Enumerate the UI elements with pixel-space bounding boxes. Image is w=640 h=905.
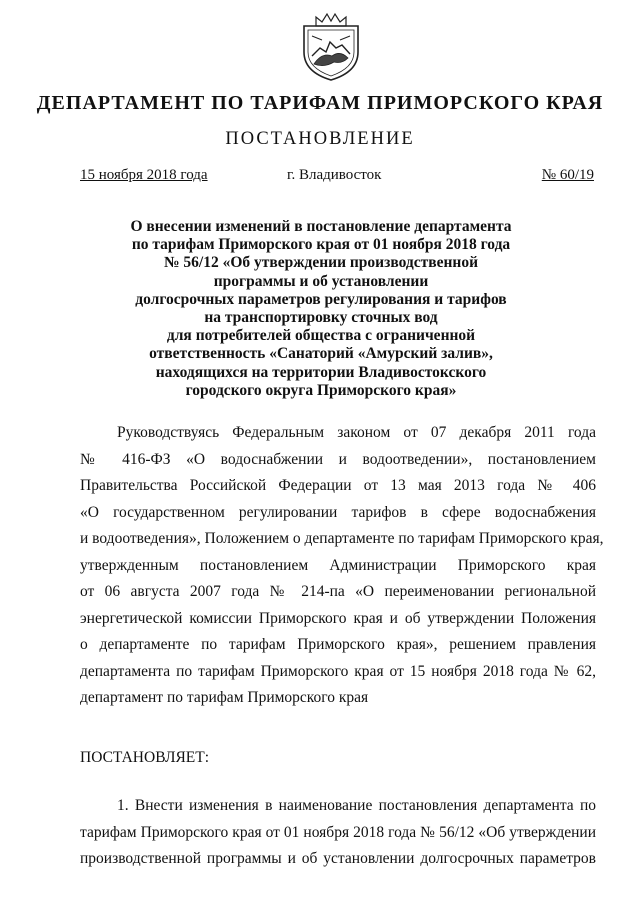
decree-word: ПОСТАНОВЛЯЕТ: (80, 749, 210, 766)
subject-line: находящихся на территории Владивостокского (155, 363, 487, 381)
body-line: о департаменте по тарифам Приморского края», решением правления (80, 636, 596, 653)
document-type: ПОСТАНОВЛЕНИЕ (225, 129, 415, 149)
subject-line: для потребителей общества с ограниченной (166, 327, 476, 345)
body-line: «О государственном регулировании тарифов в сфере водоснабжения (80, 503, 596, 521)
subject-line: № 56/12 «Об утверждении производственной (163, 254, 479, 272)
document-number: № 60/19 (541, 167, 594, 183)
body-line: Руководствуясь Федеральным законом от 07 декабря 2011 года (117, 424, 596, 441)
body-line: департамента по тарифам Приморского края от 15 ноября 2018 года № 62, (80, 662, 596, 680)
point-line: 1. Внести изменения в наименование постановления департамента по (117, 797, 596, 814)
document-city: г. Владивосток (287, 167, 382, 183)
preamble-paragraph (80, 420, 604, 712)
document-meta (80, 167, 594, 187)
subject-line: О внесении изменений в постановление департамента (130, 218, 512, 235)
body-line: № 416-ФЗ «О водоснабжении и водоотведении», постановлением (80, 450, 596, 468)
body-line: утвержденным постановлением Администрации Приморского края (80, 556, 596, 574)
document-date: 15 ноября 2018 года (80, 167, 208, 183)
body-line: и водоотведения», Положением о департаменте по тарифам Приморского края, (80, 530, 604, 547)
subject-line: программы и об установлении (213, 272, 429, 290)
coat-of-arms-icon (298, 12, 364, 82)
document-subject (90, 218, 552, 400)
subject-line: ответственность «Санаторий «Амурский залив», (149, 345, 493, 363)
body-line: энергетической комиссии Приморского края и об утверждении Положения (80, 609, 596, 627)
body-line: Правительства Российской Федерации от 13 мая 2013 года № 406 (80, 477, 596, 494)
point-1-paragraph (80, 793, 596, 873)
subject-line: городского округа Приморского края» (185, 381, 457, 399)
department-title: ДЕПАРТАМЕНТ ПО ТАРИФАМ ПРИМОРСКОГО КРАЯ (36, 92, 604, 114)
body-line: от 06 августа 2007 года № 214-па «О переименовании региональной (80, 583, 596, 600)
point-line: производственной программы и об установлении долгосрочных параметров (80, 850, 596, 867)
subject-line: по тарифам Приморского края от 01 ноября 2018 года (131, 236, 511, 254)
subject-line: на транспортировку сточных вод (204, 309, 438, 327)
point-line: тарифам Приморского края от 01 ноября 2018 года № 56/12 «Об утверждении (80, 823, 596, 841)
body-line: департамент по тарифам Приморского края (80, 689, 369, 706)
subject-line: долгосрочных параметров регулирования и тарифов (135, 290, 507, 308)
